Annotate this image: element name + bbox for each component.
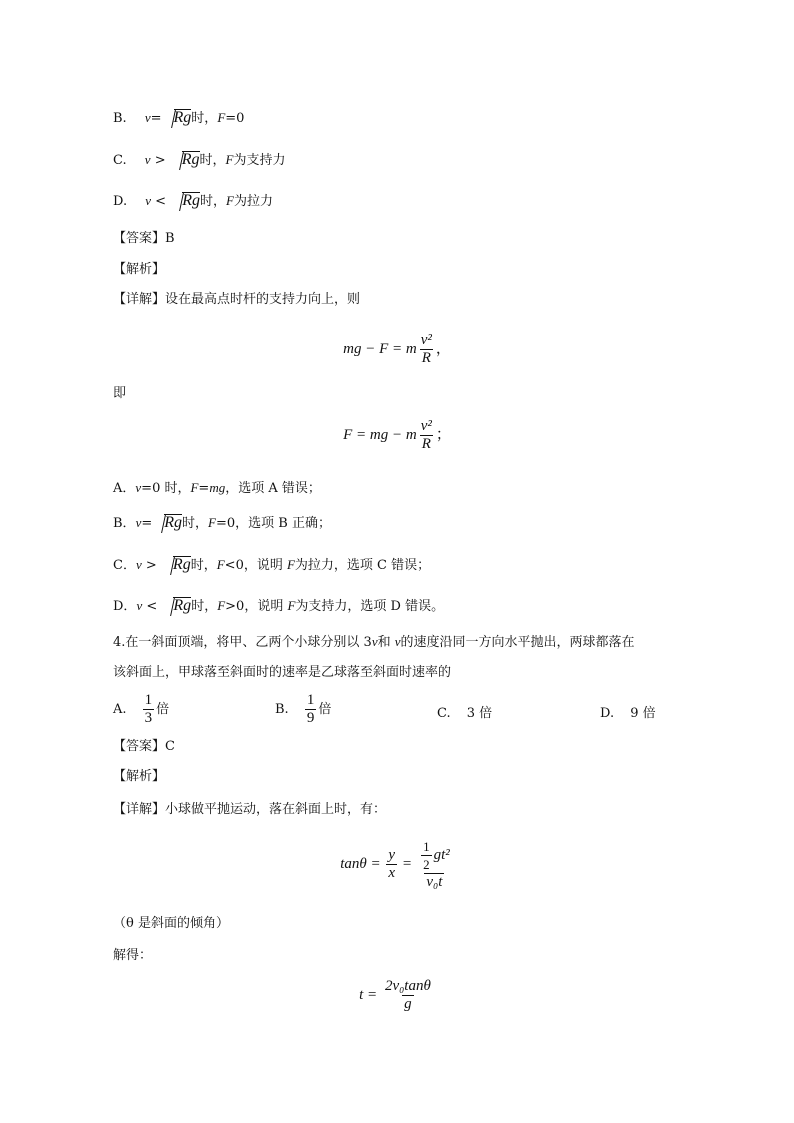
sqrt-expression: Rg	[154, 513, 182, 534]
q4-option-c: C. 3 倍	[437, 706, 493, 721]
sqrt-expression: Rg	[172, 191, 200, 212]
analysis-line-d: D．v < Rg时，F>0，说明 F为支持力，选项 D 错误。	[113, 596, 444, 617]
q4-detail: 【详解】小球做平抛运动，落在斜面上时，有：	[113, 802, 387, 817]
q4-option-a: A. $\frac{1}{3}$ 倍	[113, 692, 170, 726]
compound-fraction: $\frac{1}{2}$ gt² v₀t	[423, 839, 450, 890]
q4-option-d: D. 9 倍	[600, 706, 656, 721]
answer-value: B	[165, 231, 175, 246]
q4-answer: 【答案】C	[113, 739, 175, 754]
q3-analysis-heading: 【解析】	[113, 262, 166, 277]
equation-1: mg − F = m $\frac{\text{v²}}{R}$ ，	[343, 332, 451, 366]
q3-answer: 【答案】B	[113, 231, 175, 246]
fraction: $\frac{\text{v²}}{R}$	[420, 332, 432, 366]
fraction: $\frac{1}{9}$	[306, 692, 315, 726]
q3-option-b: B. v= Rg时，F=0	[113, 108, 244, 129]
analysis-line-c: C．v > Rg时，F<0，说明 F为拉力，选项 C 错误；	[113, 555, 430, 576]
theta-note: （θ 是斜面的倾角）	[113, 916, 229, 931]
option-letter: D.	[113, 194, 128, 209]
q3-option-d: D. v < Rg时，F为拉力	[113, 191, 273, 212]
fraction: $\frac{\text{2v₀tanθ}}{g}$	[384, 978, 431, 1012]
option-letter: C.	[113, 153, 127, 168]
equation-4: t = $\frac{\text{2v₀tanθ}}{g}$	[359, 978, 431, 1012]
fraction: $\frac{1}{3}$	[144, 692, 153, 726]
q3-option-c: C. v > Rg时，F为支持力	[113, 150, 286, 171]
analysis-line-a: A．v=0 时，F=mg，选项 A 错误；	[113, 480, 321, 496]
answer-value: C	[165, 739, 175, 754]
analysis-line-b: B．v= Rg时，F=0，选项 B 正确；	[113, 513, 331, 534]
fraction: $\frac{\text{v²}}{R}$	[420, 418, 432, 452]
q4-stem-line-1: 4.在一斜面顶端，将甲、乙两个小球分别以 3v和 v的速度沿同一方向水平抛出，两球都落在	[113, 634, 635, 650]
fraction: $\frac{1}{2}$	[423, 839, 430, 872]
sqrt-expression: Rg	[164, 108, 192, 129]
solve-label: 解得：	[113, 948, 153, 963]
sqrt-expression: Rg	[172, 150, 200, 171]
q4-analysis-heading: 【解析】	[113, 769, 166, 784]
sqrt-expression: Rg	[163, 596, 191, 617]
sqrt-expression: Rg	[163, 555, 191, 576]
equation-2: F = mg − m $\frac{\text{v²}}{R}$ ；	[343, 418, 451, 452]
q4-stem-line-2: 该斜面上，甲球落至斜面时的速率是乙球落至斜面时速率的	[113, 665, 452, 680]
ji-text: 即	[113, 386, 127, 401]
q4-option-b: B. $\frac{1}{9}$ 倍	[275, 692, 332, 726]
equation-3: tanθ = $\frac{y}{x}$ = $\frac{1}{2}$ gt² v₀t	[340, 839, 450, 890]
fraction: $\frac{y}{x}$	[388, 847, 396, 881]
option-letter: B.	[113, 111, 127, 126]
q3-detail: 【详解】设在最高点时杆的支持力向上，则	[113, 292, 361, 307]
